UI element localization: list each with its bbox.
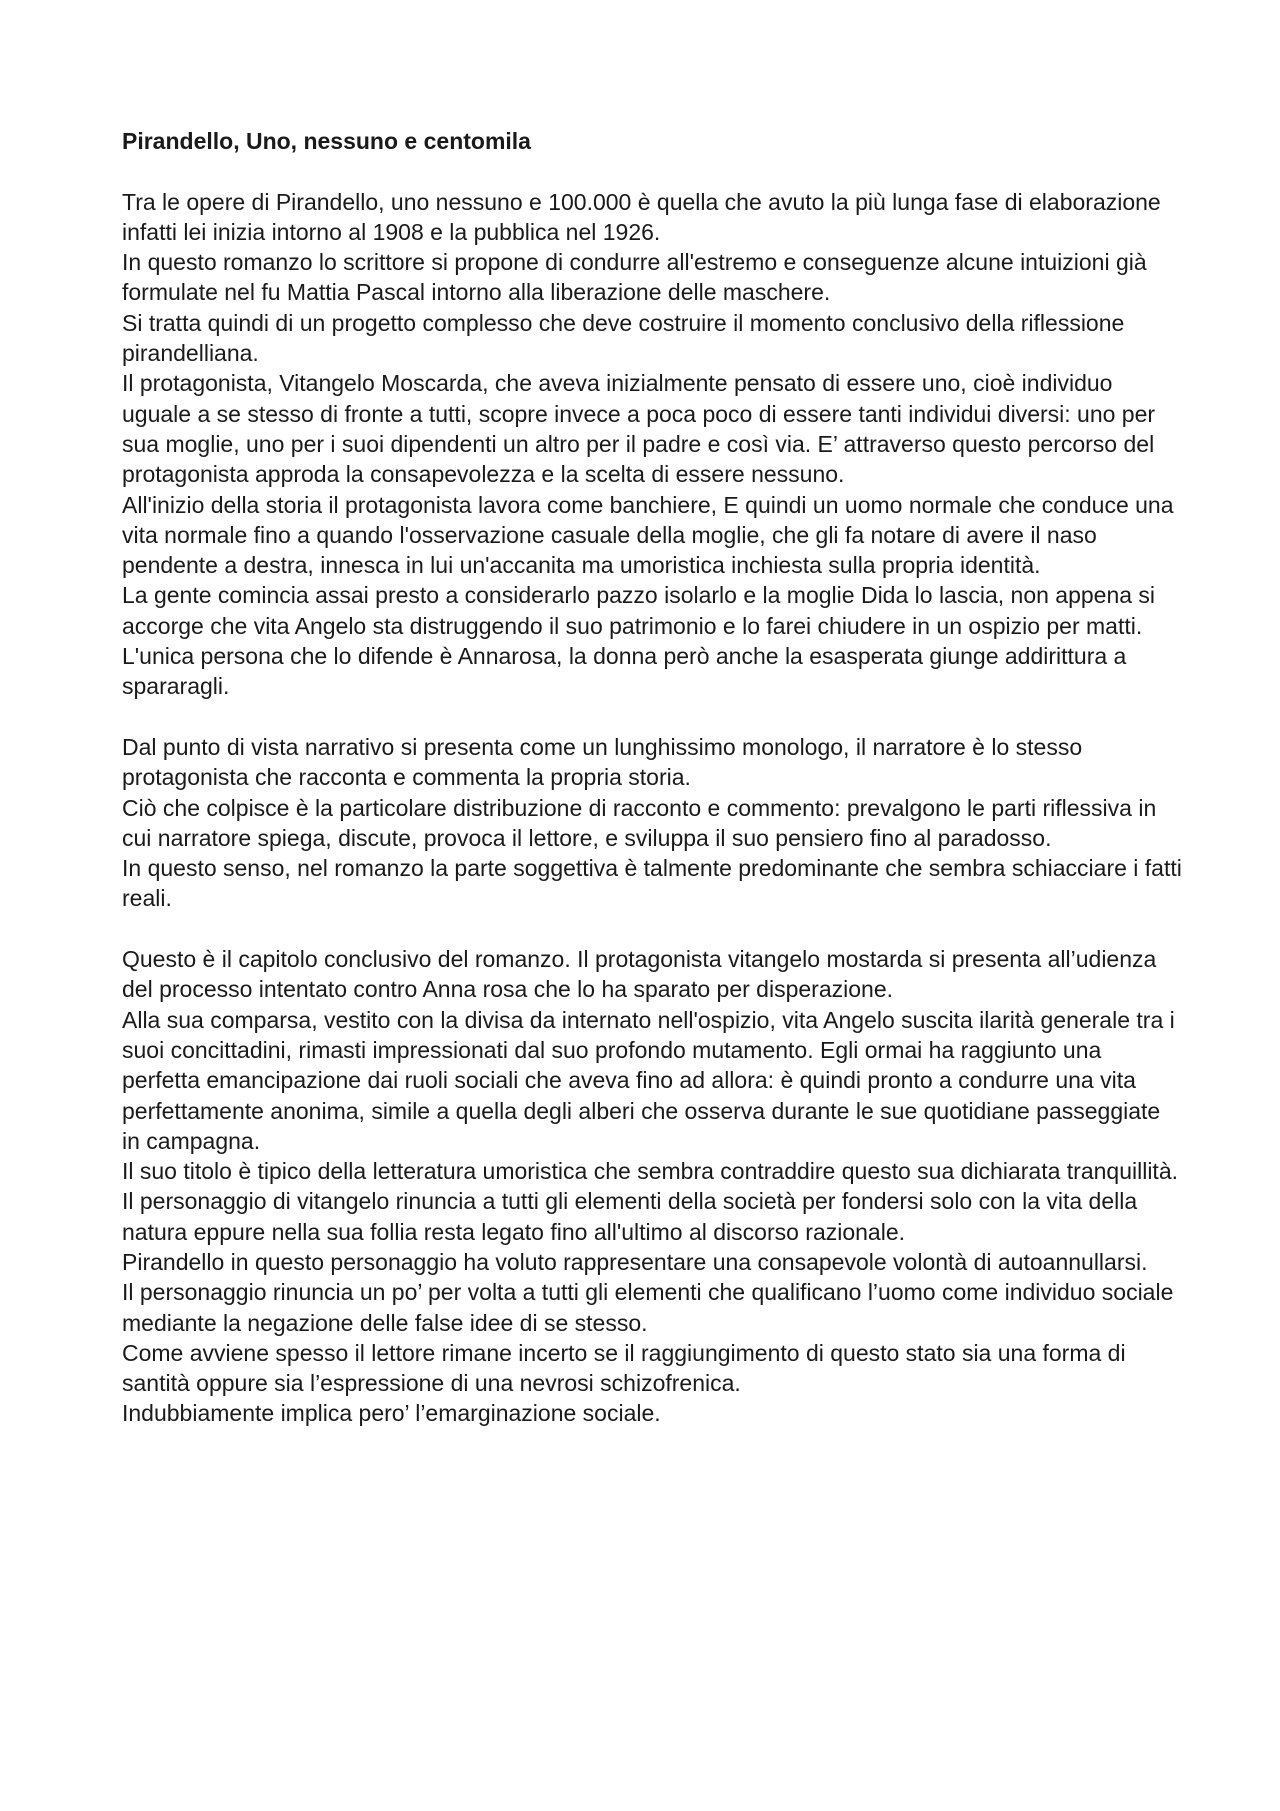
paragraph: All'inizio della storia il protagonista lavora come banchiere, E quindi un uomo normale che conduce una vita normale fino a quando l'osservazione casuale della moglie, che gli fa notare di avere il naso pendente a destra, innesca in lui un'accanita ma umoristica inchiesta sulla propria identità. — [122, 491, 1174, 579]
paragraph: L'unica persona che lo difende è Annarosa, la donna però anche la esasperata giunge addirittura a spararagli. — [122, 643, 1127, 700]
paragraph: Alla sua comparsa, vestito con la divisa da internato nell'ospizio, vita Angelo suscita ilarità generale tra i suoi concittadini, rimasti impressionati dal suo profondo mutamento. Egli ormai ha raggiunto una perfetta emancipazione dai ruoli sociali che aveva fino ad allora: è quindi pronto a condurre una vita perfettamente anonima, simile a quella degli alberi che osserva durante le sue quotidiane passeggiate in campagna. — [122, 1006, 1175, 1154]
paragraph: Dal punto di vista narrativo si presenta come un lunghissimo monologo, il narratore è lo stesso protagonista che racconta e commenta la propria storia. — [122, 733, 1083, 791]
paragraph: Il suo titolo è tipico della letteratura umoristica che sembra contraddire questo sua dichiarata tranquillità. — [122, 1158, 1179, 1185]
paragraph: Si tratta quindi di un progetto complesso che deve costruire il momento conclusivo della riflessione pirandelliana. — [122, 309, 1125, 367]
document-page — [122, 126, 1182, 1429]
paragraph: Indubbiamente implica pero’ l’emarginazione sociale. — [122, 1400, 661, 1427]
paragraph: Pirandello in questo personaggio ha voluto rappresentare una consapevole volontà di autoannullarsi. — [122, 1248, 1148, 1275]
section-introduction — [122, 187, 1182, 702]
paragraph: La gente comincia assai presto a considerarlo pazzo isolarlo e la moglie Dida lo lascia, non appena si accorge che vita Angelo sta distruggendo il suo patrimonio e lo farei chiudere in un ospizio per matti. — [122, 582, 1156, 639]
document-title: Pirandello, Uno, nessuno e centomila — [122, 128, 531, 154]
paragraph: Il protagonista, Vitangelo Moscarda, che aveva inizialmente pensato di essere uno, cioè individuo uguale a se stesso di fronte a tutti, scopre invece a poca poco di essere tanti individui diversi: uno per sua moglie, uno per i suoi dipendenti un altro per il padre e così via. E’ attraverso questo percorso del protagonista approda la consapevolezza e la scelta di essere nessuno. — [122, 370, 1156, 488]
paragraph: Tra le opere di Pirandello, uno nessuno e 100.000 è quella che avuto la più lunga fase di elaborazione infatti lei inizia intorno al 1908 e la pubblica nel 1926. — [122, 188, 1161, 245]
paragraph: In questo senso, nel romanzo la parte soggettiva è talmente predominante che sembra schiacciare i fatti reali. — [122, 855, 1182, 912]
paragraph: Ciò che colpisce è la particolare distribuzione di racconto e commento: prevalgono le parti riflessiva in cui narratore spiega, discute, provoca il lettore, e sviluppa il suo pensiero fino al paradosso. — [122, 794, 1157, 851]
section-narrative-style — [122, 732, 1182, 914]
paragraph: In questo romanzo lo scrittore si propone di condurre all'estremo e conseguenze alcune intuizioni già formulate nel fu Mattia Pascal intorno alla liberazione delle maschere. — [122, 249, 1147, 306]
paragraph: Il personaggio di vitangelo rinuncia a tutti gli elementi della società per fondersi solo con la vita della natura eppure nella sua follia resta legato fino all'ultimo al discorso razionale. — [122, 1188, 1138, 1245]
paragraph: Come avviene spesso il lettore rimane incerto se il raggiungimento di questo stato sia una forma di santità oppure sia l’espressione di una nevrosi schizofrenica. — [122, 1339, 1126, 1397]
paragraph: Questo è il capitolo conclusivo del romanzo. Il protagonista vitangelo mostarda si presenta all’udienza del processo intentato contro Anna rosa che lo ha sparato per disperazione. — [122, 946, 1157, 1003]
section-final-chapter — [122, 944, 1182, 1429]
paragraph: Il personaggio rinuncia un po’ per volta a tutti gli elementi che qualificano l’uomo come individuo sociale mediante la negazione delle false idee di se stesso. — [122, 1279, 1174, 1336]
